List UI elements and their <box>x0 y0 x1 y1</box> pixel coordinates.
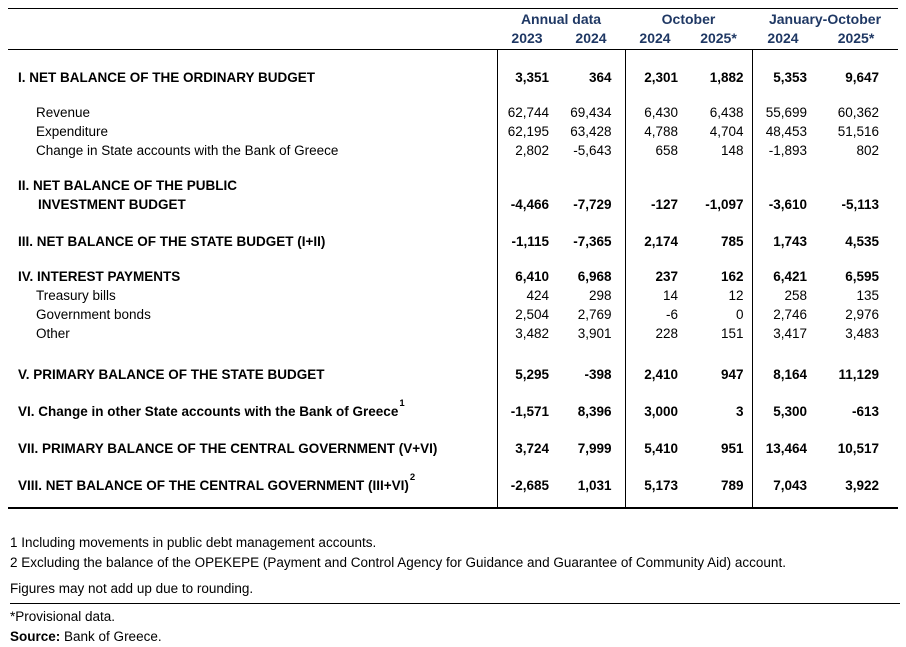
value-cell: 951 <box>720 441 744 456</box>
value-cell: 3,417 <box>752 324 814 343</box>
row-label: Government bonds <box>36 307 151 322</box>
value-cell: 3,901 <box>577 326 612 341</box>
value-cell: 6,410 <box>497 251 557 286</box>
value-cell: 148 <box>720 143 744 158</box>
value-cell: 13,464 <box>752 421 814 458</box>
table-row <box>8 251 898 286</box>
footnote-1: 1 Including movements in public debt management accounts. <box>10 535 377 550</box>
table-row <box>8 286 898 305</box>
value-cell: 789 <box>685 458 752 508</box>
value-cell: 3,351 <box>497 50 557 104</box>
row-label: Expenditure <box>36 124 109 139</box>
value-cell: 12 <box>728 288 744 303</box>
value-cell: 55,699 <box>752 103 814 122</box>
table-row <box>8 421 898 458</box>
header-spacer <box>8 9 497 29</box>
row-label: VI. Change in other State accounts with the Bank of Greece$^1$ <box>18 397 405 419</box>
value-cell: 3,482 <box>497 324 557 343</box>
table-row <box>8 324 898 343</box>
value-cell: 9,647 <box>845 70 880 85</box>
value-cell: 1,031 <box>557 458 625 508</box>
col-group-annual-data: Annual data <box>520 11 602 27</box>
value-cell: 6,438 <box>709 105 744 120</box>
row-label: VII. PRIMARY BALANCE OF THE CENTRAL GOVERNMENT (V+VI) <box>18 441 438 456</box>
value-cell: 1,882 <box>709 70 744 85</box>
source-label: Source: <box>10 629 61 644</box>
table-row <box>8 384 898 421</box>
value-cell: 658 <box>625 141 685 160</box>
value-cell: -3,610 <box>752 160 814 214</box>
value-cell: 3,483 <box>845 326 880 341</box>
value-cell: 3,922 <box>814 458 898 508</box>
footnotes <box>10 533 900 647</box>
footnote-ref: 2 <box>409 471 416 483</box>
col-group-october: October <box>661 11 716 27</box>
row-label: V. PRIMARY BALANCE OF THE STATE BUDGET <box>18 367 325 382</box>
footnote-ref: 1 <box>399 397 405 409</box>
value-cell: 14 <box>625 286 685 305</box>
col-group-january-october: January-October <box>768 11 882 27</box>
value-cell: 2,504 <box>497 305 557 324</box>
row-label: Other <box>36 326 70 341</box>
value-cell: -4,466 <box>497 160 557 214</box>
value-cell: 7,999 <box>577 441 612 456</box>
value-cell: 63,428 <box>570 124 612 139</box>
value-cell: 6,968 <box>577 269 612 284</box>
header-years-row <box>8 28 898 50</box>
table-row <box>8 458 898 508</box>
value-cell: 62,744 <box>497 103 557 122</box>
value-cell: 5,353 <box>752 50 814 104</box>
table-row <box>8 160 898 214</box>
value-cell: 298 <box>588 288 612 303</box>
value-cell: -2,685 <box>497 458 557 508</box>
table-row <box>8 50 898 104</box>
col-year-october-2024: 2024 <box>625 28 685 50</box>
value-cell: 4,788 <box>625 122 685 141</box>
value-cell: 785 <box>720 234 744 249</box>
value-cell: 424 <box>497 286 557 305</box>
value-cell: 5,295 <box>497 343 557 384</box>
value-cell: 6,430 <box>625 103 685 122</box>
value-cell: 10,517 <box>837 441 880 456</box>
row-label: Revenue <box>36 105 91 120</box>
value-cell: 2,746 <box>752 305 814 324</box>
value-cell: -398 <box>584 367 612 382</box>
table-header <box>8 9 898 50</box>
col-year-annual-2023: 2023 <box>497 28 557 50</box>
value-cell: 3 <box>735 404 744 419</box>
row-label: II. NET BALANCE OF THE PUBLIC INVESTMENT BUDGET <box>18 178 237 212</box>
value-cell: -5,643 <box>573 143 612 158</box>
value-cell: 1,743 <box>752 214 814 251</box>
value-cell: 8,396 <box>577 404 612 419</box>
value-cell: 6,421 <box>752 251 814 286</box>
value-cell: 258 <box>752 286 814 305</box>
value-cell: -613 <box>851 404 880 419</box>
value-cell: 60,362 <box>837 105 880 120</box>
header-spacer <box>8 28 497 50</box>
value-cell: 69,434 <box>570 105 612 120</box>
value-cell: 62,195 <box>497 122 557 141</box>
value-cell: 237 <box>625 251 685 286</box>
value-cell: 135 <box>856 288 880 303</box>
value-cell: -1,893 <box>752 141 814 160</box>
value-cell: 2,769 <box>577 307 612 322</box>
footnote-2: 2 Excluding the balance of the OPEKEPE (Payment and Control Agency for Guidance and Guarantee of Community Aid) account. <box>10 555 786 570</box>
row-label: Treasury bills <box>36 288 116 303</box>
value-cell: 5,410 <box>625 421 685 458</box>
col-year-annual-2024: 2024 <box>557 28 625 50</box>
provisional-note: *Provisional data. <box>10 609 116 624</box>
row-label: III. NET BALANCE OF THE STATE BUDGET (I+II) <box>18 234 326 249</box>
value-cell: 162 <box>720 269 744 284</box>
value-cell: 2,174 <box>625 214 685 251</box>
table-row <box>8 122 898 141</box>
value-cell: 151 <box>720 326 744 341</box>
header-group-row <box>8 9 898 29</box>
value-cell: 5,173 <box>625 458 685 508</box>
row-label: Change in State accounts with the Bank of Greece <box>36 143 339 158</box>
value-cell: 8,164 <box>752 343 814 384</box>
rounding-note: Figures may not add up due to rounding. <box>10 581 254 596</box>
value-cell: 7,043 <box>752 458 814 508</box>
divider <box>10 603 900 604</box>
col-year-jan-oct-2025: 2025* <box>814 28 898 50</box>
value-cell: 364 <box>588 70 612 85</box>
value-cell: 0 <box>735 307 744 322</box>
row-label: IV. INTEREST PAYMENTS <box>18 269 181 284</box>
value-cell: -6 <box>625 305 685 324</box>
value-cell: -1,571 <box>497 384 557 421</box>
value-cell: -1,097 <box>705 197 744 212</box>
value-cell: 5,300 <box>752 384 814 421</box>
value-cell: 2,301 <box>625 50 685 104</box>
value-cell: 2,976 <box>845 307 880 322</box>
value-cell: 11,129 <box>838 367 880 382</box>
value-cell: 3,000 <box>625 384 685 421</box>
value-cell: 4,535 <box>845 234 880 249</box>
source-line <box>10 627 900 647</box>
value-cell: 947 <box>720 367 744 382</box>
table-row <box>8 305 898 324</box>
value-cell: 6,595 <box>845 269 880 284</box>
budget-table <box>8 8 898 509</box>
value-cell: 3,724 <box>497 421 557 458</box>
table-row <box>8 141 898 160</box>
value-cell: 4,704 <box>709 124 744 139</box>
value-cell: -7,365 <box>573 234 612 249</box>
value-cell: -1,115 <box>497 214 557 251</box>
value-cell: -127 <box>625 160 685 214</box>
value-cell: -5,113 <box>841 197 880 212</box>
value-cell: 2,802 <box>497 141 557 160</box>
value-cell: 51,516 <box>837 124 880 139</box>
value-cell: -7,729 <box>573 197 612 212</box>
table-body <box>8 50 898 509</box>
value-cell: 48,453 <box>752 122 814 141</box>
value-cell: 2,410 <box>625 343 685 384</box>
source-text: Bank of Greece. <box>64 629 162 644</box>
table-row <box>8 343 898 384</box>
row-label: VIII. NET BALANCE OF THE CENTRAL GOVERNMENT (III+VI)$^2$ <box>8 458 497 508</box>
col-year-jan-oct-2024: 2024 <box>752 28 814 50</box>
value-cell: 228 <box>625 324 685 343</box>
table-row <box>8 214 898 251</box>
value-cell: 802 <box>856 143 880 158</box>
row-label: I. NET BALANCE OF THE ORDINARY BUDGET <box>18 70 316 85</box>
col-year-october-2025: 2025* <box>685 28 752 50</box>
table-row <box>8 103 898 122</box>
